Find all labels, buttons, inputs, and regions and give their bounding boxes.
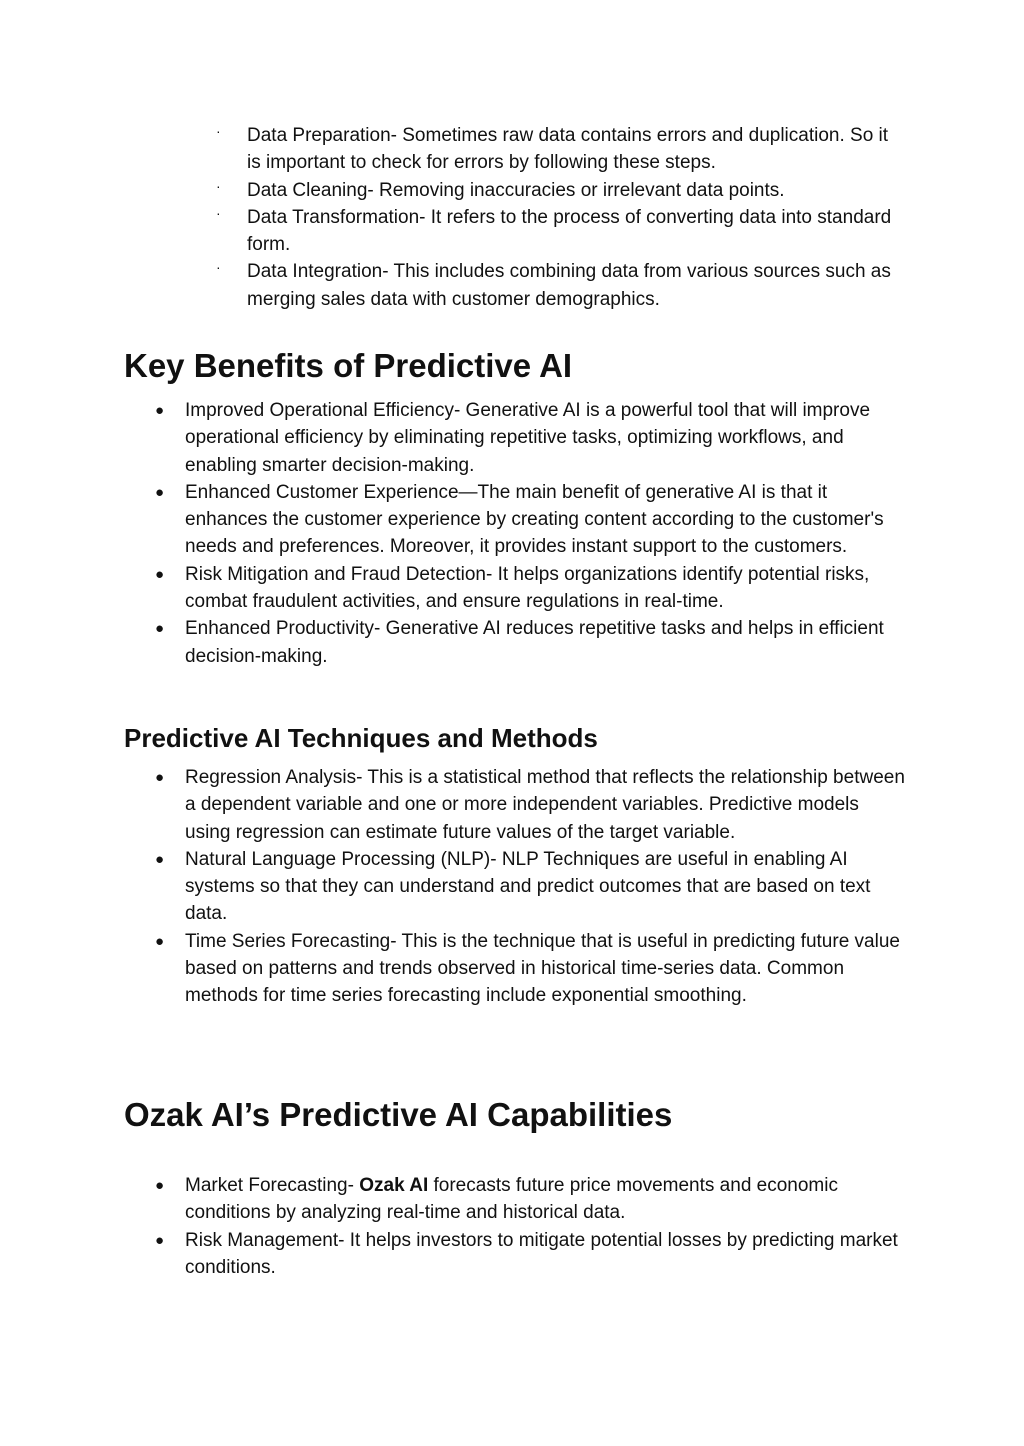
list-item	[155, 1227, 905, 1282]
list-item-text: Improved Operational Efficiency- Generative AI is a powerful tool that will improve operational efficiency by eliminating repetitive tasks, optimizing workflows, and enabling smarter decision-making.	[185, 400, 871, 476]
bullet-marker: ●	[155, 565, 165, 583]
ozak-capabilities-list	[155, 1172, 905, 1281]
list-item-text: Time Series Forecasting- This is the technique that is useful in predicting future value based on patterns and trends observed in historical time-series data. Common methods for time series forecasting include exponential smoothing.	[185, 930, 900, 1007]
list-item-text: Data Cleaning- Removing inaccuracies or irrelevant data points.	[247, 179, 785, 201]
list-item-text: Risk Mitigation and Fraud Detection- It helps organizations identify potential risks, combat fraudulent activities, and ensure regulations in real-time.	[185, 563, 870, 613]
dot-marker: ·	[216, 123, 221, 139]
list-item	[155, 1172, 905, 1227]
brand-name: Ozak AI	[359, 1175, 429, 1196]
list-item-text: Data Preparation- Sometimes raw data contains errors and duplication. So it is important to check for errors by following these steps.	[247, 125, 889, 174]
benefits-list	[155, 397, 905, 670]
list-item-text: Data Integration- This includes combining data from various sources such as merging sales data with customer demographics.	[247, 261, 891, 310]
bullet-marker: ●	[155, 402, 165, 419]
bullet-marker: ●	[155, 483, 165, 501]
list-item	[216, 258, 907, 313]
list-item-suffix: forecasts future price movements and economic conditions by analyzing real-time and historical data.	[185, 1175, 838, 1224]
list-item	[155, 846, 905, 928]
list-item-prefix: Market Forecasting-	[185, 1175, 360, 1196]
techniques-heading: Predictive AI Techniques and Methods	[124, 723, 598, 753]
techniques-list	[155, 764, 905, 1010]
list-item	[155, 479, 905, 561]
dot-marker: ·	[216, 204, 221, 221]
list-item	[155, 397, 905, 479]
list-item	[216, 204, 907, 259]
bullet-marker: ●	[155, 850, 165, 868]
list-item	[155, 615, 905, 670]
bullet-marker: ●	[155, 932, 165, 950]
list-item-text: Natural Language Processing (NLP)- NLP Techniques are useful in enabling AI systems so that they can understand and predict outcomes that are based on text data.	[185, 848, 871, 925]
list-item	[155, 561, 905, 616]
bullet-marker: ●	[155, 1231, 165, 1249]
list-item-text: Enhanced Customer Experience—The main benefit of generative AI is that it enhances the customer experience by creating content according to the customer's needs and preferences. Moreover, it provides instant support to the customers.	[185, 481, 884, 558]
bullet-marker: ●	[155, 769, 165, 786]
bullet-marker: ●	[155, 1177, 165, 1194]
dot-marker: ·	[216, 177, 221, 194]
list-item	[155, 764, 905, 846]
dot-marker: ·	[216, 259, 221, 276]
list-item-prefix: Risk Management- It helps investors to mitigate potential losses by predicting market conditions.	[185, 1229, 898, 1278]
list-item	[216, 122, 907, 177]
ozak-heading: Ozak AI’s Predictive AI Capabilities	[124, 1096, 673, 1133]
list-item	[216, 177, 907, 204]
bullet-marker: ●	[155, 620, 165, 638]
list-item-text: Data Transformation- It refers to the process of converting data into standard form.	[247, 206, 892, 256]
list-item-text: Enhanced Productivity- Generative AI reduces repetitive tasks and helps in efficient decision-making.	[185, 618, 884, 667]
data-preparation-list	[216, 122, 907, 313]
list-item	[155, 928, 905, 1010]
list-item-text: Regression Analysis- This is a statistical method that reflects the relationship between a dependent variable and one or more independent variables. Predictive models using regression can estimate future values of the target variable.	[185, 767, 905, 843]
benefits-heading: Key Benefits of Predictive AI	[124, 347, 573, 384]
